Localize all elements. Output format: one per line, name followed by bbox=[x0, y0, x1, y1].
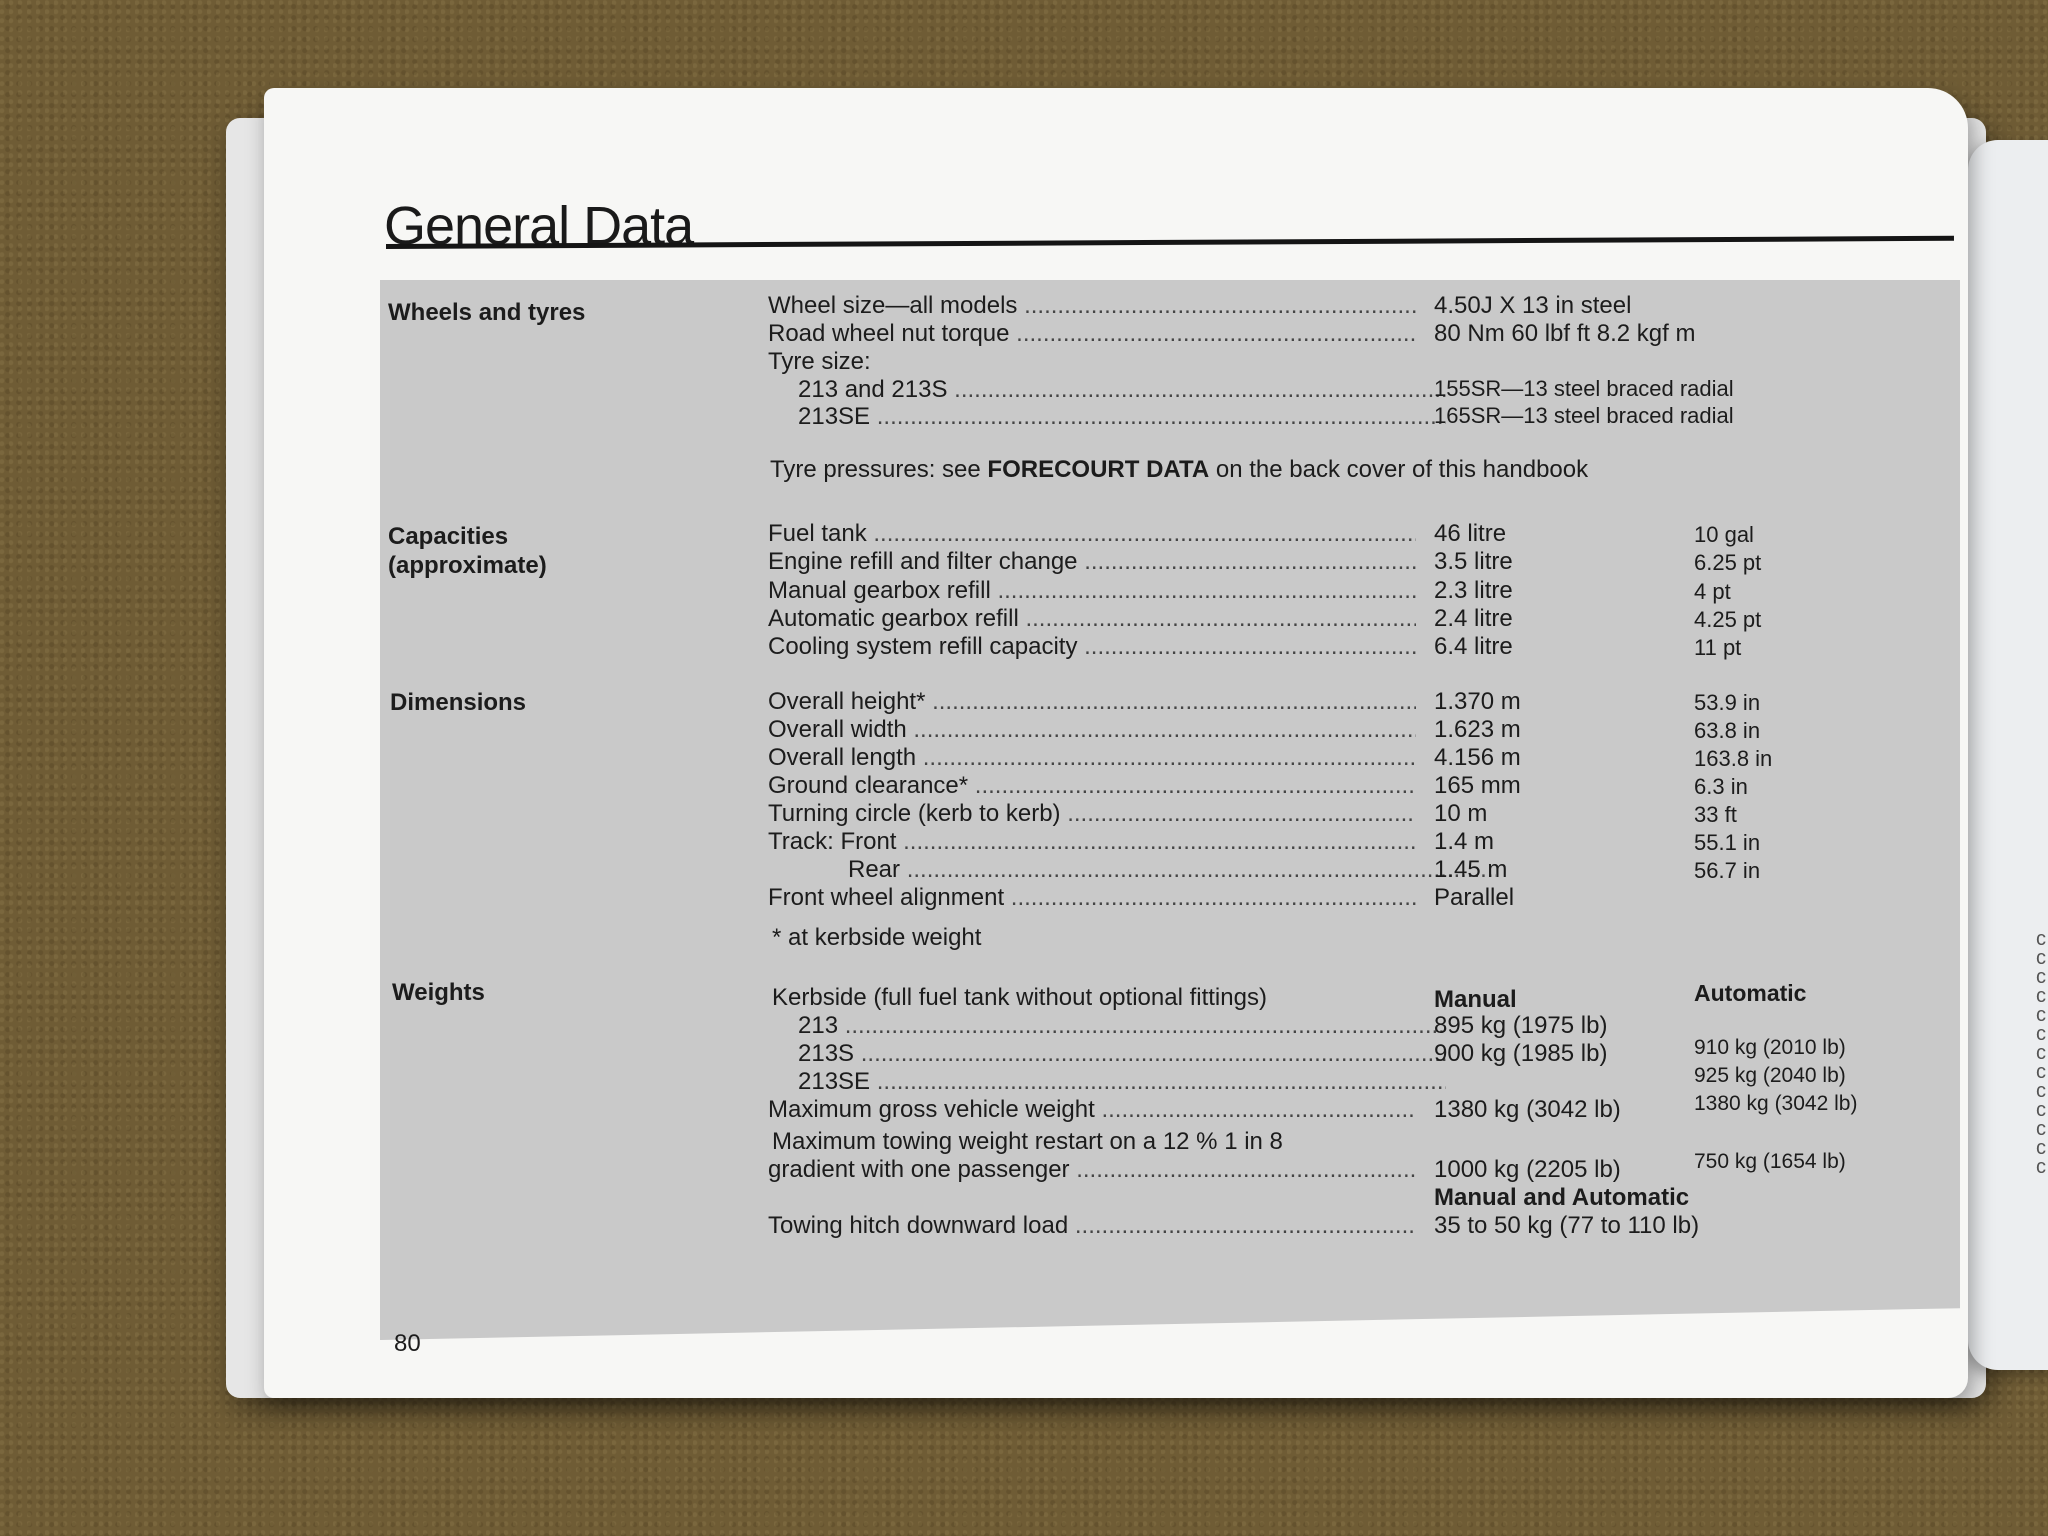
row-manual: 895 kg (1975 lb) bbox=[1434, 1012, 1608, 1039]
row-tyre-213se bbox=[768, 403, 1868, 431]
both-column-head: Manual and Automatic bbox=[1434, 1184, 1690, 1211]
row-value: 80 Nm 60 lbf ft 8.2 kgf m bbox=[1434, 320, 1696, 347]
row-metric: 6.4 litre bbox=[1434, 633, 1513, 660]
automatic-column-head: Automatic bbox=[1694, 980, 1807, 1006]
row-label: Cooling system refill capacity ..... bbox=[768, 633, 1416, 661]
row-imperial: 6.3 in bbox=[1694, 774, 1748, 799]
row-wheel-size bbox=[768, 292, 1868, 320]
section-heading-capacities bbox=[388, 522, 547, 580]
row-label: Turning circle (kerb to kerb) ..... bbox=[768, 800, 1416, 828]
row-imperial: 11 pt bbox=[1694, 635, 1742, 660]
facing-page-marks: c c c c c c c c c c c c c bbox=[2036, 928, 2046, 1178]
row-metric: 1.623 m bbox=[1434, 716, 1521, 743]
row-label: Track: Front ..... bbox=[768, 828, 1416, 856]
row-label: Towing hitch downward load ..... bbox=[768, 1212, 1416, 1240]
row-manual: 1380 kg (3042 lb) bbox=[1434, 1096, 1621, 1123]
row-imperial: 53.9 in bbox=[1694, 690, 1761, 715]
tyre-size-label: Tyre size: bbox=[768, 348, 871, 375]
tyre-pressures-note bbox=[770, 456, 1588, 484]
note-suffix: on the back cover of this handbook bbox=[1215, 456, 1589, 483]
row-tyre-213 bbox=[768, 376, 1868, 404]
row-value: 165SR—13 steel braced radial bbox=[1434, 403, 1734, 428]
row-label: 213SE ..... bbox=[768, 403, 1446, 431]
kerbside-label: Kerbside (full fuel tank without optional fittings) bbox=[772, 984, 1267, 1011]
row-value: 4.50J X 13 in steel bbox=[1434, 292, 1632, 319]
row-label: Rear ..... bbox=[768, 856, 1496, 884]
row-metric: 46 litre bbox=[1434, 520, 1507, 547]
auto-213s: 910 kg (2010 lb) bbox=[1694, 1036, 1846, 1059]
row-label: 213SE ..... bbox=[768, 1068, 1446, 1096]
row-metric: 10 m bbox=[1434, 800, 1488, 827]
row-engine-refill bbox=[768, 548, 1868, 576]
row-imperial: 6.25 pt bbox=[1694, 550, 1762, 575]
row-track-front bbox=[768, 828, 1868, 856]
section-heading-wheels: Wheels and tyres bbox=[388, 299, 586, 326]
row-metric: 1.370 m bbox=[1434, 688, 1521, 715]
row-imperial: 55.1 in bbox=[1694, 830, 1761, 855]
row-manual-gearbox bbox=[768, 577, 1868, 605]
row-metric: 1.45 m bbox=[1434, 856, 1508, 883]
row-label: Automatic gearbox refill ..... bbox=[768, 605, 1416, 633]
row-label: gradient with one passenger ..... bbox=[768, 1156, 1416, 1184]
forecourt-data-ref: FORECOURT DATA bbox=[987, 456, 1210, 483]
row-value: 35 to 50 kg (77 to 110 lb) bbox=[1434, 1212, 1700, 1239]
section-heading-dimensions: Dimensions bbox=[390, 689, 527, 716]
row-imperial: 163.8 in bbox=[1694, 746, 1773, 771]
page-number: 80 bbox=[394, 1330, 421, 1357]
row-metric: 3.5 litre bbox=[1434, 548, 1513, 575]
auto-towing: 750 kg (1654 lb) bbox=[1694, 1150, 1846, 1173]
facing-page-edge bbox=[1968, 140, 2048, 1370]
row-label: 213 ..... bbox=[768, 1012, 1446, 1040]
row-manual: 1000 kg (2205 lb) bbox=[1434, 1156, 1621, 1183]
row-imperial: 33 ft bbox=[1694, 802, 1737, 827]
row-metric: 2.3 litre bbox=[1434, 577, 1513, 604]
row-metric: 165 mm bbox=[1434, 772, 1521, 799]
row-imperial: 4.25 pt bbox=[1694, 607, 1762, 632]
row-nut-torque bbox=[768, 320, 1868, 348]
page-title: General Data bbox=[384, 196, 694, 256]
row-label: Fuel tank ..... bbox=[768, 520, 1416, 548]
row-label: Maximum gross vehicle weight ..... bbox=[768, 1096, 1416, 1124]
row-metric: 1.4 m bbox=[1434, 828, 1495, 855]
section-heading-weights: Weights bbox=[392, 979, 485, 1006]
row-auto-gearbox bbox=[768, 605, 1868, 633]
row-label: Ground clearance* ..... bbox=[768, 772, 1416, 800]
row-cooling bbox=[768, 633, 1868, 661]
row-label: 213S ..... bbox=[768, 1040, 1446, 1068]
row-label: Overall height* ..... bbox=[768, 688, 1416, 716]
row-imperial: 10 gal bbox=[1694, 522, 1754, 547]
row-label: Engine refill and filter change ..... bbox=[768, 548, 1416, 576]
row-imperial: 63.8 in bbox=[1694, 718, 1761, 743]
auto-gross: 1380 kg (3042 lb) bbox=[1694, 1092, 1858, 1115]
row-metric: Parallel bbox=[1434, 884, 1515, 911]
row-label: Overall width ..... bbox=[768, 716, 1416, 744]
heading-line: Capacities bbox=[388, 523, 509, 550]
heading-line: (approximate) bbox=[388, 552, 547, 579]
row-label: Manual gearbox refill ..... bbox=[768, 577, 1416, 605]
row-wheel-alignment bbox=[768, 884, 1868, 912]
kerbside-footnote: * at kerbside weight bbox=[772, 924, 982, 951]
row-fuel-tank bbox=[768, 520, 1868, 548]
row-metric: 4.156 m bbox=[1434, 744, 1521, 771]
row-overall-length bbox=[768, 744, 1868, 772]
row-label: 213 and 213S ..... bbox=[768, 376, 1446, 404]
auto-213se: 925 kg (2040 lb) bbox=[1694, 1064, 1846, 1087]
row-label: Road wheel nut torque ..... bbox=[768, 320, 1416, 348]
row-metric: 2.4 litre bbox=[1434, 605, 1513, 632]
towing-label-line1: Maximum towing weight restart on a 12 % 1 in 8 bbox=[772, 1128, 1283, 1155]
row-turning-circle bbox=[768, 800, 1868, 828]
row-value: 155SR—13 steel braced radial bbox=[1434, 376, 1734, 401]
row-manual: 900 kg (1985 lb) bbox=[1434, 1040, 1608, 1067]
row-label: Overall length ..... bbox=[768, 744, 1416, 772]
row-imperial: 4 pt bbox=[1694, 579, 1731, 604]
row-track-rear bbox=[768, 856, 1868, 884]
manual-column-head: Manual bbox=[1434, 986, 1517, 1013]
row-overall-height bbox=[768, 688, 1868, 716]
row-imperial: 56.7 in bbox=[1694, 858, 1761, 883]
note-prefix: Tyre pressures: see bbox=[770, 456, 981, 483]
row-ground-clearance bbox=[768, 772, 1868, 800]
row-label: Front wheel alignment ..... bbox=[768, 884, 1416, 912]
row-overall-width bbox=[768, 716, 1868, 744]
row-hitch-load bbox=[768, 1212, 1868, 1240]
row-label: Wheel size—all models ..... bbox=[768, 292, 1416, 320]
